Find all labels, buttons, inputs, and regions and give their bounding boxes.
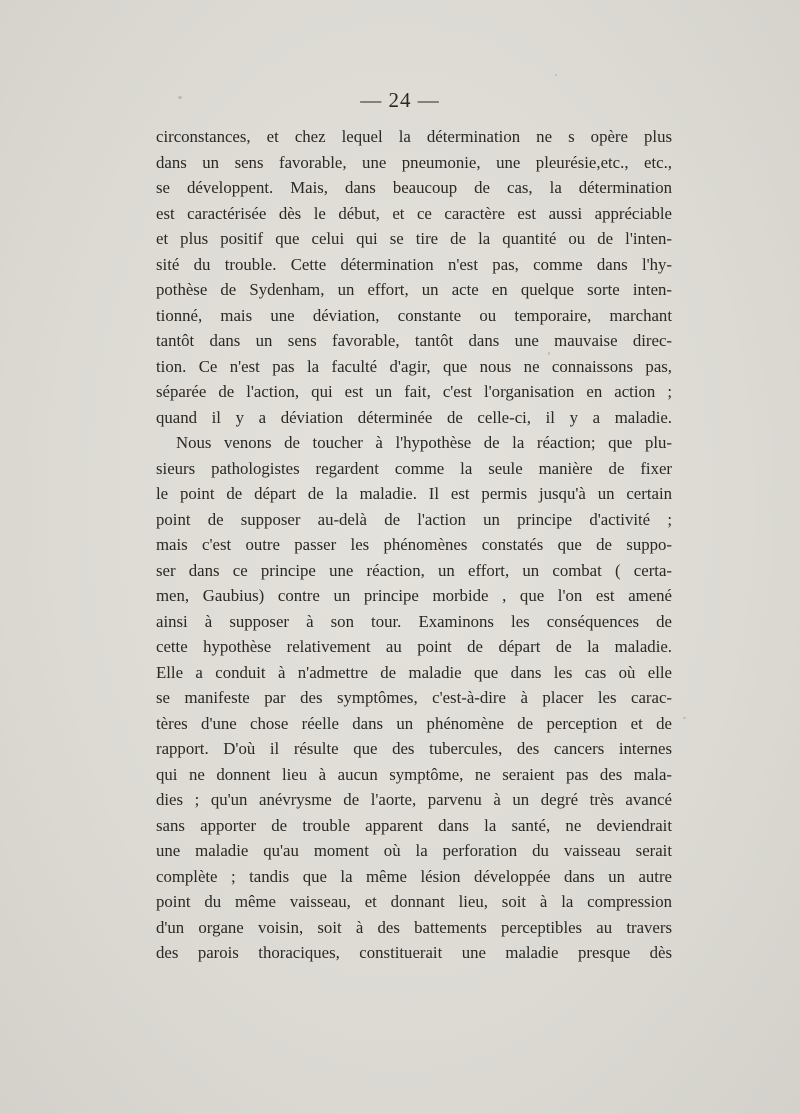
text-line: ser dans ce principe une réaction, un effort, un combat ( certa- (156, 560, 672, 580)
text-line: quand il y a déviation déterminée de celle-ci, il y a maladie. (156, 407, 672, 427)
text-line: pothèse de Sydenham, un effort, un acte en quelque sorte inten- (156, 280, 672, 299)
text-line: séparée de l'action, qui est un fait, c'est l'organisation en action ; (156, 382, 672, 401)
text-line: une maladie qu'au moment où la perforation du vaisseau serait (156, 841, 672, 860)
page-number: — 24 — (360, 88, 440, 112)
text-line: ainsi à supposer à son tour. Examinons les conséquences de (156, 611, 672, 631)
text-line: tionné, mais une déviation, constante ou temporaire, marchant (156, 305, 672, 325)
text-line: Nous venons de toucher à l'hypothèse de la réaction; que plu- (176, 433, 672, 452)
paper-speck (555, 74, 557, 76)
text-line: qui ne donnent lieu à aucun symptôme, ne seraient pas des mala- (156, 764, 672, 784)
text-line: mais c'est outre passer les phénomènes constatés que de suppo- (156, 535, 672, 554)
text-line: dans un sens favorable, une pneumonie, une pleurésie,etc., etc., (156, 152, 672, 172)
text-line: sans apporter de trouble apparent dans la santé, ne deviendrait (156, 815, 672, 835)
text-line: sité du trouble. Cette détermination n'est pas, comme dans l'hy- (156, 254, 672, 274)
text-line: tion. Ce n'est pas la faculté d'agir, que nous ne connaissons pas, (156, 356, 672, 376)
text-line: dies ; qu'un anévrysme de l'aorte, parvenu à un degré très avancé (156, 790, 672, 809)
text-line: tantôt dans un sens favorable, tantôt dans une mauvaise direc- (156, 331, 672, 350)
text-line: se développent. Mais, dans beaucoup de cas, la détermination (156, 178, 672, 197)
text-line: le point de départ de la maladie. Il est permis jusqu'à un certain (156, 484, 672, 503)
text-line: Elle a conduit à n'admettre de maladie que dans les cas où elle (156, 662, 672, 682)
text-line: cette hypothèse relativement au point de départ de la maladie. (156, 637, 672, 656)
text-line: se manifeste par des symptômes, c'est-à-dire à placer les carac- (156, 688, 672, 707)
text-line: sieurs pathologistes regardent comme la seule manière de fixer (156, 458, 672, 478)
text-line: circonstances, et chez lequel la détermination ne s opère plus (156, 127, 672, 146)
text-line: point de supposer au-delà de l'action un principe d'activité ; (156, 509, 672, 529)
text-line: point du même vaisseau, et donnant lieu, soit à la compression (156, 892, 672, 911)
text-line: rapport. D'où il résulte que des tubercules, des cancers internes (156, 739, 672, 758)
paper-speck (683, 717, 686, 719)
text-line: tères d'une chose réelle dans un phénomène de perception et de (156, 713, 672, 733)
text-line: et plus positif que celui qui se tire de la quantité ou de l'inten- (156, 229, 672, 248)
text-line: complète ; tandis que la même lésion développée dans un autre (156, 866, 672, 886)
text-line: men, Gaubius) contre un principe morbide , que l'on est amené (156, 586, 672, 605)
text-line: est caractérisée dès le début, et ce caractère est aussi appréciable (156, 203, 672, 223)
text-line: d'un organe voisin, soit à des battements perceptibles au travers (156, 917, 672, 937)
text-line: des parois thoraciques, constituerait une maladie presque dès (156, 943, 672, 962)
body-text (156, 124, 672, 966)
